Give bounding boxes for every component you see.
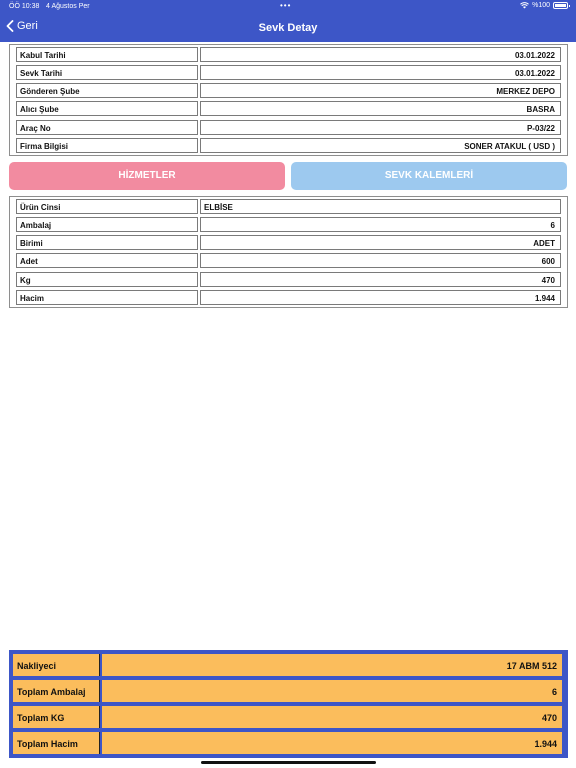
- hizmetler-button[interactable]: HİZMETLER: [9, 162, 285, 190]
- info-row-alici-sube: [16, 101, 561, 116]
- info-value: P-03/22: [200, 120, 561, 135]
- summary-label: Toplam Ambalaj: [13, 680, 100, 702]
- info-label: Araç No: [16, 120, 198, 135]
- info-value: BASRA: [200, 101, 561, 116]
- status-bar: [0, 0, 576, 12]
- info-value: 03.01.2022: [200, 65, 561, 80]
- status-time: ÖÖ 10:38: [9, 3, 40, 10]
- sevk-kalemleri-button[interactable]: SEVK KALEMLERİ: [291, 162, 567, 190]
- home-indicator[interactable]: [201, 761, 376, 764]
- info-row-gonderen-sube: [16, 83, 561, 98]
- info-value: 03.01.2022: [200, 47, 561, 62]
- info-label: Firma Bilgisi: [16, 138, 198, 153]
- status-date: 4 Ağustos Per: [46, 3, 90, 10]
- info-value: 6: [200, 217, 561, 232]
- nav-bar: [0, 14, 576, 42]
- summary-row-nakliyeci: [13, 654, 562, 676]
- info-label: Alıcı Şube: [16, 101, 198, 116]
- battery-percent: %100: [532, 2, 550, 9]
- info-row-adet: [16, 253, 561, 268]
- info-label: Birimi: [16, 235, 198, 250]
- info-value: ELBİSE: [200, 199, 561, 214]
- summary-label: Nakliyeci: [13, 654, 100, 676]
- info-row-firma-bilgisi: [16, 138, 561, 153]
- info-label: Ürün Cinsi: [16, 199, 198, 214]
- back-label: Geri: [17, 20, 38, 32]
- summary-panel: [9, 650, 568, 758]
- info-value: 470: [200, 272, 561, 287]
- summary-row-toplam-ambalaj: [13, 680, 562, 702]
- info-label: Kabul Tarihi: [16, 47, 198, 62]
- info-row-sevk-tarihi: [16, 65, 561, 80]
- summary-row-toplam-kg: [13, 706, 562, 728]
- summary-value: 6: [102, 680, 562, 702]
- summary-row-toplam-hacim: [13, 732, 562, 754]
- info-label: Adet: [16, 253, 198, 268]
- summary-value: 470: [102, 706, 562, 728]
- info-row-urun-cinsi: [16, 199, 561, 214]
- multitask-dots[interactable]: •••: [280, 1, 292, 10]
- info-row-kg: [16, 272, 561, 287]
- info-label: Ambalaj: [16, 217, 198, 232]
- summary-value: 17 ABM 512: [102, 654, 562, 676]
- info-row-hacim: [16, 290, 561, 305]
- page-title: Sevk Detay: [258, 22, 318, 34]
- info-value: MERKEZ DEPO: [200, 83, 561, 98]
- summary-value: 1.944: [102, 732, 562, 754]
- info-row-birimi: [16, 235, 561, 250]
- info-value: ADET: [200, 235, 561, 250]
- wifi-icon: [520, 2, 529, 9]
- product-info-table: [9, 196, 568, 308]
- info-value: SONER ATAKUL ( USD ): [200, 138, 561, 153]
- info-label: Sevk Tarihi: [16, 65, 198, 80]
- info-row-ambalaj: [16, 217, 561, 232]
- status-right: [520, 2, 568, 9]
- info-row-kabul-tarihi: [16, 47, 561, 62]
- info-value: 1.944: [200, 290, 561, 305]
- top-bar: [0, 0, 576, 42]
- info-label: Gönderen Şube: [16, 83, 198, 98]
- info-value: 600: [200, 253, 561, 268]
- info-label: Hacim: [16, 290, 198, 305]
- summary-label: Toplam Hacim: [13, 732, 100, 754]
- battery-icon: [553, 2, 568, 9]
- summary-label: Toplam KG: [13, 706, 100, 728]
- info-row-arac-no: [16, 120, 561, 135]
- info-label: Kg: [16, 272, 198, 287]
- shipment-info-table: [9, 44, 568, 156]
